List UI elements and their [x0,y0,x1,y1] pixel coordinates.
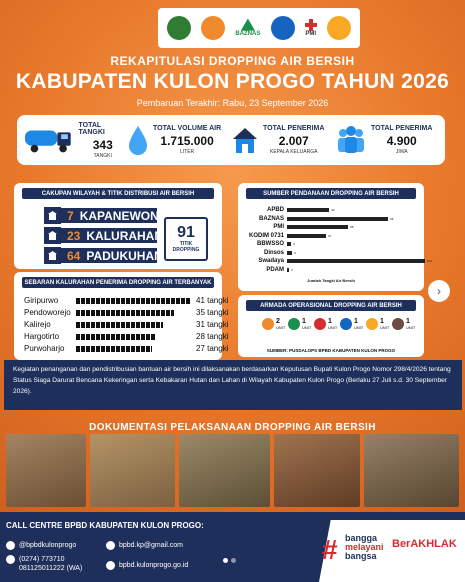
armada-unit [262,318,285,330]
sumber-name: APBD [266,207,284,213]
armada-value: 1 [380,318,384,325]
brand-line: bangga [345,533,378,543]
titik-value: 91 [177,224,195,241]
berakhlak-tag: BerAKHLAK [392,538,457,550]
update-date: Pembaruan Terakhir: Rabu, 23 September 2026 [136,98,329,108]
armada-logo-icon [340,318,352,330]
carousel-dots[interactable] [223,558,236,563]
kalurahan-bar [76,334,155,340]
sumber-name: Swadaya [258,258,284,264]
armada-logo-icon [288,318,300,330]
stat-label: TOTAL PENERIMA [263,125,325,132]
wilayah-row-kalurahan [44,227,164,244]
contact-whatsapp[interactable] [19,565,82,572]
people-icon [335,125,367,155]
wilayah-number: 64 [67,248,81,263]
brand-line: bangsa [345,551,377,561]
armada-title: ARMADA OPERASIONAL DROPPING AIR BERSIH [246,300,416,311]
building-icon [44,207,61,224]
sumber-bar [287,259,425,263]
kalurahan-name: Pendoworejo [24,308,71,317]
kalurahan-name: Purwoharjo [24,344,65,353]
sumber-value: 58 [350,225,354,229]
stat-label: TOTAL VOLUME AIR [153,125,222,132]
documentation-title: DOKUMENTASI PELAKSANAAN DROPPING AIR BERSIH [89,422,376,433]
building-icon [44,247,61,264]
wilayah-number: 7 [67,208,74,223]
sumber-row [240,240,295,248]
legal-notice: Kegiatan penanganan dan pendistribusian bantuan air bersih ini dilaksanakan berdasarkan Keputusan Bupati Kulon Progo Nomor 298/4/2026 tentang Status Siaga Darurat Bencana Kekeringan serta Kebakaran Hutan dan Lahan di Wilayah Kabupaten Kulon Progo (Berlaku 27 Juli s.d. 30 September 2026). [4,360,462,410]
titik-dropping-box [164,217,208,261]
wilayah-row-padukuhan [44,247,163,264]
armada-unit-label: UNIT [328,325,338,330]
stat-total-kk [231,115,335,165]
sumber-row [240,249,296,257]
documentation-photo-4 [274,434,360,507]
kalurahan-row [24,320,163,329]
wilayah-label: KAPANEWON [79,208,159,223]
stat-unit: LITER [180,149,195,155]
sumber-row [240,266,293,274]
kalurahan-name: Hargotirto [24,332,60,341]
pemda-logo [167,16,191,40]
sumber-bar [287,268,289,272]
stat-value: 2.007 [278,134,309,148]
stat-value: 1.715.000 [160,134,214,148]
sumber-bar [287,217,388,221]
sumber-row [240,232,331,240]
globe-icon [106,561,115,570]
kalurahan-name: Giripurwo [24,296,59,305]
stat-total-jiwa [335,115,439,165]
armada-unit [340,318,363,330]
water-truck-icon [23,124,75,156]
kalurahan-row [24,296,191,305]
wilayah-title: CAKUPAN WILAYAH & TITIK DISTRIBUSI AIR BERSIH [22,188,214,199]
sumber-bar [287,251,292,255]
sumber-name: BAZNAS [259,215,284,222]
armada-unit [288,318,311,330]
contact-text: @bpbdkulonprogo [19,542,77,549]
call-center-title: CALL CENTRE BPBD KABUPATEN KULON PROGO: [6,521,204,530]
kalurahan-row [24,344,152,353]
wilayah-label: KALURAHAN [86,228,164,243]
titik-label: DROPPING [172,247,200,253]
berakhlak-brand [319,520,465,582]
event-logo [327,16,351,40]
documentation-photo-2 [90,434,175,507]
page-subtitle: REKAPITULASI DROPPING AIR BERSIH [110,54,355,68]
sumber-name: KODIM 0731 [248,232,284,239]
sumber-row [240,257,432,265]
documentation-photo-5 [364,434,459,507]
sumber-value: 96 [390,216,394,221]
armada-unit [314,318,337,330]
sumber-name: PDAM [266,266,284,273]
email-icon [106,541,115,550]
kalurahan-row [24,308,174,317]
kalurahan-value: 41 tangki [196,296,229,305]
brand-line: melayani [345,542,384,552]
kalurahan-value: 27 tangki [196,344,229,353]
sumber-value: 5 [294,250,296,255]
contact-text: 081125011222 (WA) [19,565,83,572]
sumber-value: 37 [327,233,332,238]
armada-value: 2 [276,318,280,325]
kalurahan-bar [76,322,163,328]
bpbd-logo [201,16,225,40]
armada-logo-icon [366,318,378,330]
armada-value: 1 [406,318,410,325]
contact-phone[interactable] [6,555,65,564]
stat-unit: JIWA [395,149,408,155]
page-title: KABUPATEN KULON PROGO TAHUN 2026 [15,70,450,93]
armada-unit-label: UNIT [406,325,416,330]
sumber-name: Dinsos [263,249,284,256]
stat-total-volume [127,115,231,165]
stat-unit: KEPALA KELUARGA [270,149,318,155]
armada-unit-label: UNIT [354,325,364,330]
stat-value: 4.900 [386,134,417,148]
titik-label: TITIK [179,241,193,247]
sumber-value: 131 [427,259,433,263]
kalurahan-value: 31 tangki [196,320,229,329]
armada-unit-label: UNIT [302,325,312,330]
sumber-title: SUMBER PENDANAAN DROPPING AIR BERSIH [246,188,416,199]
stat-label: TOTAL TANGKI [78,121,105,136]
contact-text: (0274) 773710 [19,556,65,563]
dinsos-logo [271,16,295,40]
hashtag-mark: # [322,534,338,565]
armada-source: SUMBER: PUSDALOPS BPBD KABUPATEN KULON PROGO [266,348,396,353]
armada-logo-icon [314,318,326,330]
wilayah-label: PADUKUHAN [86,248,163,263]
sumber-bar [287,208,329,212]
sumber-bar [287,225,348,229]
sumber-row [240,223,353,231]
sumber-name: PMI [273,224,284,230]
armada-unit-label: UNIT [276,325,286,330]
sumber-bar [287,242,291,246]
armada-unit [366,318,389,330]
sumber-row [240,206,334,214]
contact-text: bpbd.kp@gmail.com [119,542,183,549]
armada-unit [392,318,415,330]
sumber-name: BBWSSO [257,241,284,247]
kalurahan-value: 28 tangki [196,332,229,341]
contact-email[interactable] [106,541,183,550]
pmi-logo: PMI [305,19,317,38]
phone-icon [6,555,15,564]
sumber-bar [287,234,326,238]
contact-instagram[interactable] [6,541,76,550]
sumber-value: 4 [293,242,295,246]
kalurahan-bar [76,310,174,316]
sumber-value: 2 [291,267,293,272]
kalurahan-row [24,332,155,341]
wilayah-row-kapanewon [44,207,157,224]
baznas-logo: BAZNAS [235,19,260,38]
armada-logo-icon [392,318,404,330]
armada-value: 1 [354,318,358,325]
sumber-row [240,215,393,223]
documentation-photo-3 [179,434,270,507]
contact-text: bpbd.kulonprogo.go.id [119,562,189,569]
armada-value: 1 [328,318,332,325]
stat-label: TOTAL PENERIMA [371,125,433,132]
stats-bar [17,115,445,165]
kalurahan-value: 35 tangki [196,308,229,317]
stat-value: 343 [92,137,113,152]
wilayah-number: 23 [67,228,81,243]
chevron-right-icon: › [437,284,441,298]
building-icon [44,227,61,244]
logo-strip [158,8,360,48]
carousel-dot[interactable] [223,558,228,563]
stat-unit: TANGKI [93,152,112,159]
documentation-photo-1 [6,434,86,507]
house-icon [231,125,259,155]
kalurahan-title: SEBARAN KALURAHAN PENERIMA DROPPING AIR TERBANYAK [22,277,214,288]
water-drop-icon [127,124,149,156]
carousel-dot[interactable] [231,558,236,563]
instagram-icon [6,541,15,550]
contact-website[interactable] [106,561,188,570]
kalurahan-bar [76,346,152,352]
kalurahan-name: Kalirejo [24,320,51,329]
armada-logo-icon [262,318,274,330]
next-slide-button[interactable] [428,280,450,302]
armada-unit-label: UNIT [380,325,390,330]
armada-value: 1 [302,318,306,325]
sumber-value: 40 [331,208,335,212]
sumber-axis-label: Jumlah Tangki Air Bersih [307,278,355,283]
stat-total-tangki [23,115,127,165]
kalurahan-bar [76,298,191,304]
